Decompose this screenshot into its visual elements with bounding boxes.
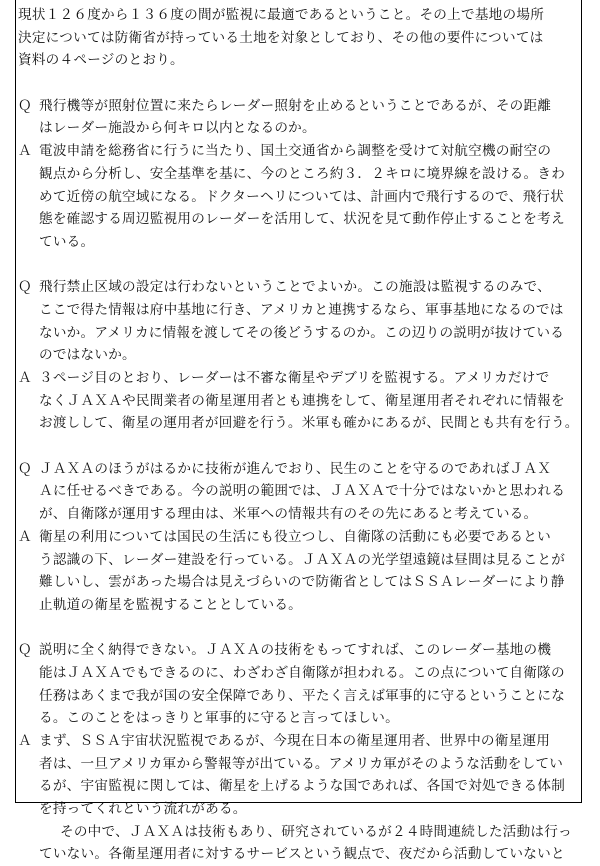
text-line: ＪＡＸＡのほうがはるかに技術が進んでおり、民生のことを守るのであればＪＡＸ [39,460,552,477]
text-line: ３ページ目のとおり、レーダーは不審な衛星やデブリを監視する。アメリカだけで [39,370,550,386]
answer-4 [18,730,566,821]
text-line: 観点から分析し、安全基準を基に、今のところ約３．２キロに境界線を設ける。きわ [39,165,566,182]
text-line: 任務はあくまで我が国の安全保障であり、平たく言えば軍事的に守るということにな [39,687,566,704]
answer-marker: Ａ [18,528,32,545]
question-marker: Ｑ [18,279,32,296]
question-2 [18,276,566,367]
text-line: ないか。アメリカに情報を渡してその後どうするのか。この辺りの説明が抜けている [39,324,565,341]
text-line: 電波申請を総務省に行うに当たり、国土交通省から調整を受けて対航空機の耐空の [39,143,552,160]
text-line: ていない。各衛星運用者に対するサービスという観点で、夜だから活動していないと [39,846,565,863]
text-line: 現状１２６度から１３６度の間が監視に最適であるということ。その上で基地の場所 [18,7,545,23]
text-line: はレーダー施設から何キロ以内となるのか。 [39,120,316,137]
text-line: めて近傍の航空域になる。ドクターヘリについては、計画内で飛行するので、飛行状 [39,188,564,205]
answer-3 [18,526,566,617]
answer-marker: Ａ [18,733,32,749]
text-line: が、自衛隊が運用する理由は、米軍への情報共有のその先にあると考えている。 [39,506,538,523]
text-line: 者は、一旦アメリカ軍から警報等が出ている。アメリカ軍がそのような活動をしてい [39,755,564,772]
answer-4-continued [18,821,572,866]
answer-2 [18,367,579,435]
text-line: ている。 [39,233,95,250]
text-line: まず、ＳＳＡ宇宙状況監視であるが、今現在日本の衛星運用者、世界中の衛星運用 [39,733,551,749]
text-line: その中で、ＪＡＸＡは技術もあり、研究されているが２４時間連続した活動は行っ [60,823,572,840]
document-body [18,4,579,866]
text-line: 衛星の利用については国民の生活にも役立つし、自衛隊の活動にも必要であるとい [39,528,551,545]
text-line: 態を確認する周辺監視用のレーダーを活用して、状況を見て動作停止することを考え [39,211,565,228]
text-line: 飛行機等が照射位置に来たらレーダー照射を止めるということであるが、その距離 [39,97,552,114]
text-line: るが、宇宙監視に関しては、衛星を上げるような国であれば、各国で対処できる体制 [39,778,566,795]
text-line: 資料の４ページのとおり。 [18,52,184,69]
text-line: お渡しして、衛星の運用者が回避を行う。米軍も確かにあるが、民間とも共有を行う。 [39,415,579,432]
question-marker: Ｑ [18,642,32,659]
answer-marker: Ａ [18,143,32,160]
text-line: う認識の下、レーダー建設を行っている。ＪＡＸＡの光学望遠鏡は昼間は見ることが [39,551,566,568]
text-line: 飛行禁止区域の設定は行わないということでよいか。この施設は監視するのみで、 [39,279,551,296]
text-line: Ａに任せるべきである。今の説明の範囲では、ＪＡＸＡで十分ではないかと思われる [39,483,566,500]
text-line: 決定については防衛省が持っている土地を対象としており、その他の要件については [18,29,544,46]
text-line: のではないか。 [39,347,136,364]
continuation-paragraph [18,4,566,72]
text-line: 止軌道の衛星を監視することとしている。 [39,596,303,613]
question-3 [18,458,566,526]
answer-marker: Ａ [18,370,32,386]
text-line: る。このことをはっきりと軍事的に守ると言ってほしい。 [39,710,399,727]
text-line: 難しいし、雲があった場合は見えづらいので防衛省としてはＳＳＡレーダーにより静 [39,574,565,591]
question-marker: Ｑ [18,460,32,477]
text-line: 説明に全く納得できない。ＪＡＸＡの技術をもってすれば、このレーダー基地の機 [39,642,552,659]
text-line: なくＪＡＸＡや民間業者の衛星運用者とも連携をして、衛星運用者それぞれに情報を [39,392,565,409]
question-1 [18,95,566,140]
answer-1 [18,140,566,253]
question-marker: Ｑ [18,97,32,114]
text-line: 能はＪＡＸＡでもできるのに、わざわざ自衛隊が担われる。この点について自衛隊の [39,664,565,681]
text-line: ここで得た情報は府中基地に行き、アメリカと連携するなら、軍事基地になるのでは [39,301,564,318]
text-line: を持ってくれという流れがある。 [39,801,247,818]
question-4 [18,639,566,730]
